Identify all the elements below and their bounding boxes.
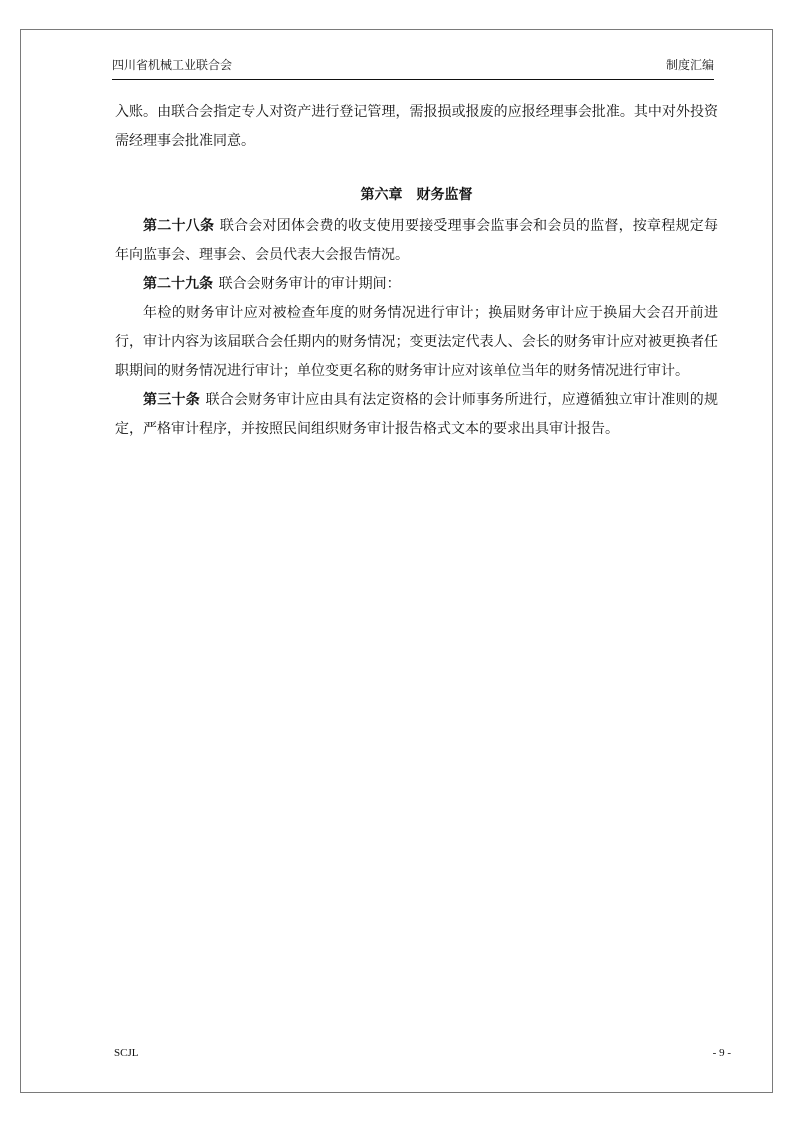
header-document-title: 制度汇编 bbox=[665, 58, 714, 72]
article-29-detail bbox=[115, 299, 718, 386]
page-footer bbox=[114, 1046, 731, 1062]
article-28 bbox=[115, 212, 718, 270]
article-number: 第二十九条 bbox=[143, 276, 213, 292]
article-text: 联合会对团体会费的收支使用要接受理事会监事会和会员的监督，按章程规定每年向监事会、理事会、会员代表大会报告情况。 bbox=[115, 218, 719, 263]
header-organization: 四川省机械工业联合会 bbox=[112, 58, 233, 72]
article-text: 联合会财务审计的审计期间： bbox=[218, 276, 401, 292]
page-number: - 9 - bbox=[712, 1047, 731, 1059]
continuation-paragraph: 入账。由联合会指定专人对资产进行登记管理，需报损或报废的应报经理事会批准。其中对外投资需经理事会批准同意。 bbox=[115, 104, 718, 149]
article-30 bbox=[115, 386, 718, 444]
article-number: 第二十八条 bbox=[143, 218, 215, 234]
document-body bbox=[115, 98, 718, 444]
article-text: 年检的财务审计应对被检查年度的财务情况进行审计；换届财务审计应于换届大会召开前进行，审计内容为该届联合会任期内的财务情况；变更法定代表人、会长的财务审计应对被更换者任职期间的财务情况进行审计；单位变更名称的财务审计应对该单位当年的财务情况进行审计。 bbox=[115, 305, 718, 379]
footer-code: SCJL bbox=[114, 1047, 139, 1059]
article-29 bbox=[115, 270, 718, 299]
article-text: 联合会财务审计应由具有法定资格的会计师事务所进行，应遵循独立审计准则的规定，严格审计程序，并按照民间组织财务审计报告格式文本的要求出具审计报告。 bbox=[115, 392, 719, 437]
page-header bbox=[112, 57, 714, 80]
chapter-title: 第六章 财务监督 bbox=[360, 187, 473, 203]
article-number: 第三十条 bbox=[143, 392, 200, 408]
